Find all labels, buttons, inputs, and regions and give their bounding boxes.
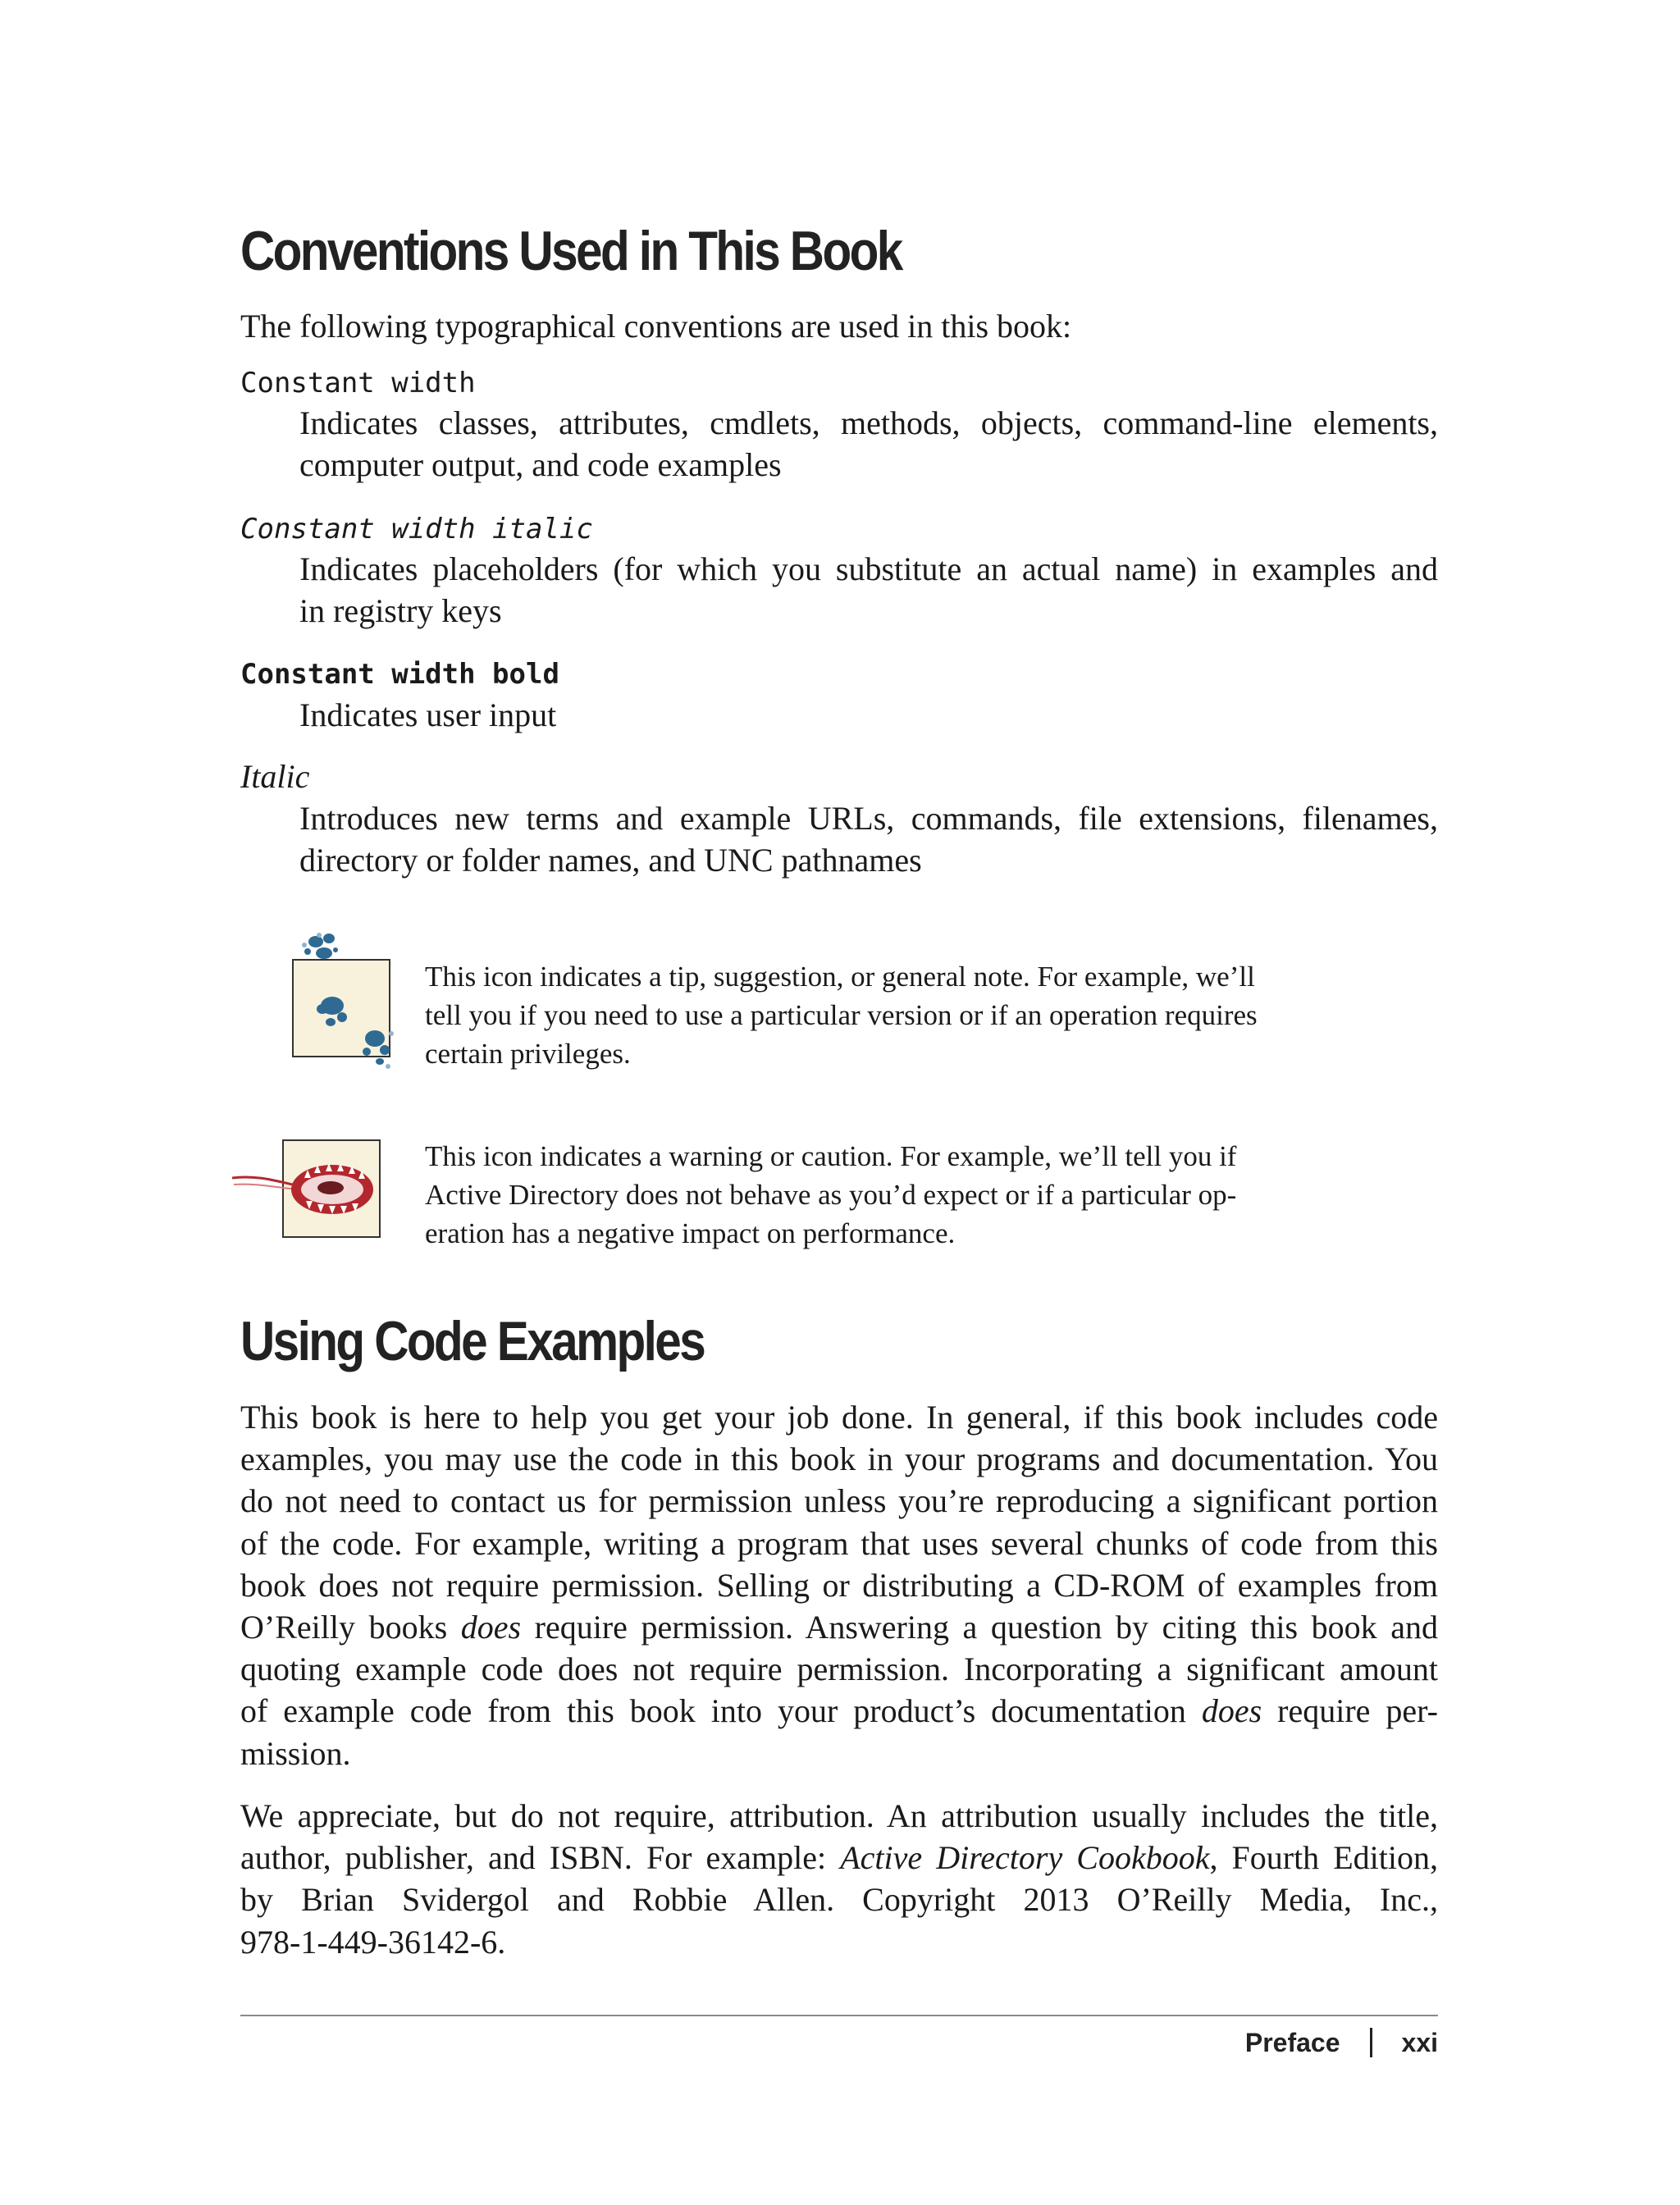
definition-line: Indicates classes, attributes, cmdlets, methods, objects, command-line elements, bbox=[299, 404, 1438, 441]
paragraph-line: by Brian Svidergol and Robbie Allen. Copyright 2013 O’Reilly Media, Inc., bbox=[240, 1881, 1438, 1919]
paragraph-line bbox=[240, 1837, 1438, 1879]
tip-line: tell you if you need to use a particular version or if an operation requires bbox=[425, 999, 1258, 1031]
paragraph-line: This book is here to help you get your job done. In general, if this book includes code bbox=[240, 1399, 1438, 1436]
paragraph-line: examples, you may use the code in this book in your programs and documentation. You bbox=[240, 1440, 1438, 1478]
footer-rule bbox=[240, 2015, 1438, 2016]
term-constant-width-bold: Constant width bold bbox=[240, 658, 559, 691]
paragraph-line: book does not require permission. Selling or distributing a CD-ROM of examples from bbox=[240, 1566, 1438, 1604]
definition-constant-width-bold bbox=[299, 694, 1438, 736]
warning-line: Active Directory does not behave as you’d expect or if a particular op- bbox=[425, 1179, 1237, 1211]
footer-separator bbox=[1370, 2028, 1372, 2057]
definition-line: Indicates user input bbox=[299, 696, 557, 733]
term-constant-width-italic: Constant width italic bbox=[240, 513, 593, 546]
paragraph-line: quoting example code does not require permission. Incorporating a significant amount bbox=[240, 1650, 1438, 1688]
definition-line: Indicates placeholders (for which you substitute an actual name) in examples and bbox=[299, 550, 1438, 587]
warning-note bbox=[425, 1137, 1245, 1253]
conventions-intro: The following typographical conventions are used in this book: bbox=[240, 308, 1072, 345]
text-run: , Fourth Edition, bbox=[1209, 1839, 1439, 1877]
term-constant-width: Constant width bbox=[240, 367, 476, 399]
definition-constant-width bbox=[299, 402, 1438, 486]
paragraph-line: 978-1-449-36142-6. bbox=[240, 1923, 506, 1961]
paragraph-line bbox=[240, 1690, 1438, 1732]
emphasis: Active Directory Cookbook bbox=[840, 1839, 1210, 1877]
emphasis: does bbox=[460, 1609, 522, 1646]
text-run: require permission. Answering a question by citing this book and bbox=[521, 1609, 1439, 1646]
tip-note bbox=[425, 957, 1258, 1073]
definition-line: in registry keys bbox=[299, 592, 502, 629]
code-examples-paragraph-2 bbox=[240, 1795, 1438, 1963]
term-italic: Italic bbox=[240, 758, 310, 795]
paragraph-line: We appreciate, but do not require, attribution. An attribution usually includes the title, bbox=[240, 1797, 1438, 1834]
warning-line: This icon indicates a warning or caution. For example, we’ll tell you if bbox=[425, 1140, 1237, 1172]
definition-italic bbox=[299, 797, 1438, 881]
text-run: author, publisher, and ISBN. For example: bbox=[240, 1839, 841, 1877]
tip-line: This icon indicates a tip, suggestion, or general note. For example, we’ll bbox=[425, 961, 1255, 993]
definition-line: computer output, and code examples bbox=[299, 446, 782, 483]
page-footer bbox=[1245, 2025, 1438, 2061]
emphasis: does bbox=[1201, 1692, 1262, 1730]
text-run: require per- bbox=[1262, 1692, 1438, 1730]
text-run: of example code from this book into your product’s documentation bbox=[240, 1692, 1202, 1730]
paragraph-line: of the code. For example, writing a program that uses several chunks of code from this bbox=[240, 1524, 1438, 1562]
definition-line: directory or folder names, and UNC pathnames bbox=[299, 842, 922, 879]
definition-line: Introduces new terms and example URLs, commands, file extensions, filenames, bbox=[299, 800, 1438, 837]
paragraph-line: mission. bbox=[240, 1734, 351, 1772]
paragraph-line bbox=[240, 1606, 1438, 1648]
tip-icon bbox=[283, 927, 406, 1075]
paragraph-line: do not need to contact us for permission unless you’re reproducing a significant portion bbox=[240, 1482, 1438, 1520]
conventions-heading: Conventions Used in This Book bbox=[240, 220, 902, 282]
tip-line: certain privileges. bbox=[425, 1038, 631, 1070]
page-number: xxi bbox=[1401, 2028, 1438, 2057]
footer-section: Preface bbox=[1244, 2028, 1340, 2057]
code-examples-heading: Using Code Examples bbox=[240, 1310, 705, 1372]
warning-line: eration has a negative impact on performance. bbox=[425, 1217, 956, 1249]
warning-icon bbox=[232, 1139, 413, 1245]
text-run: O’Reilly books bbox=[240, 1609, 461, 1646]
definition-constant-width-italic bbox=[299, 548, 1438, 632]
code-examples-paragraph-1 bbox=[240, 1396, 1438, 1774]
